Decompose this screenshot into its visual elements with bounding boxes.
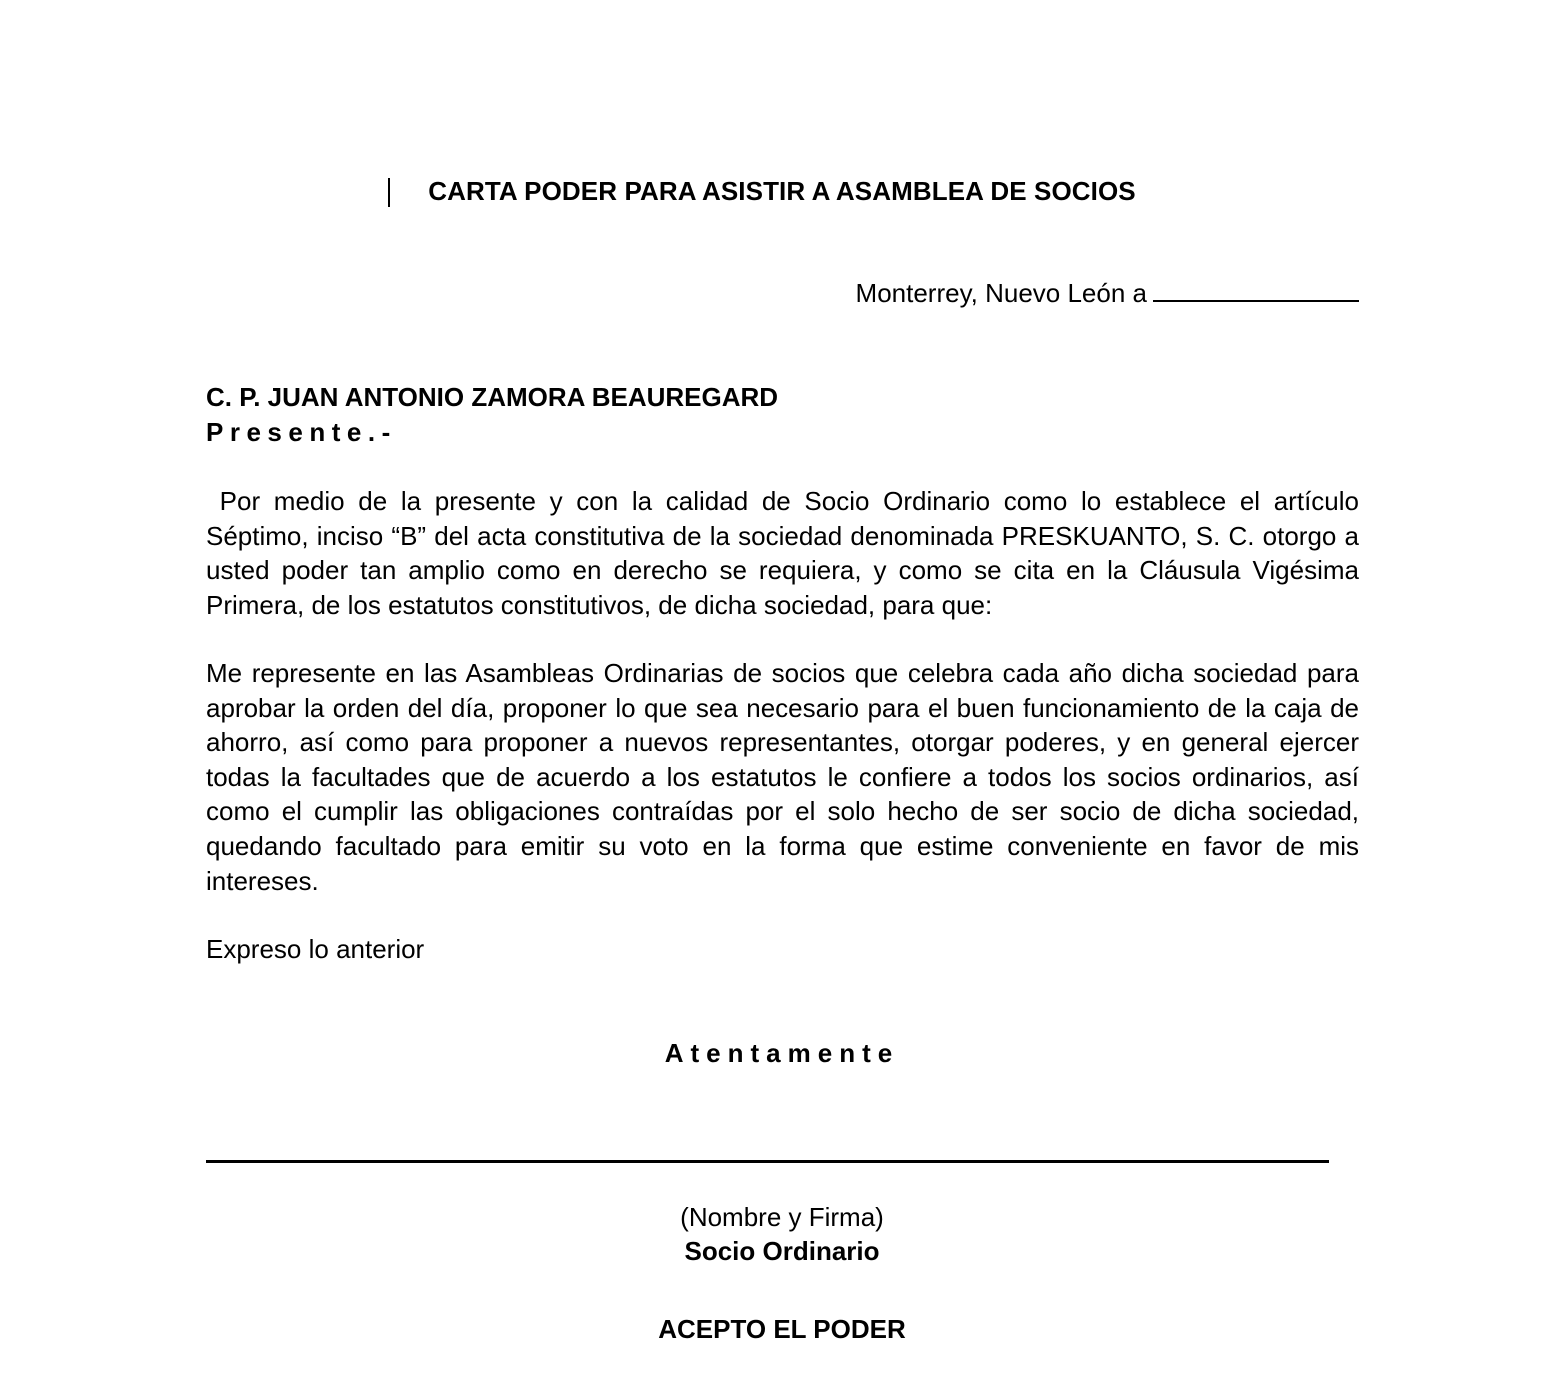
signature-line [206,1160,1329,1163]
place-date-line [856,276,1359,310]
date-blank-field [1153,276,1359,302]
document-title: CARTA PODER PARA ASISTIR A ASAMBLEA DE SOCIOS [428,176,1136,206]
signer-role: Socio Ordinario [684,1236,880,1266]
acceptance-heading: ACEPTO EL PODER [658,1314,906,1344]
body-paragraph-1-text: Por medio de la presente y con la calidad de Socio Ordinario como lo establece el artículo Séptimo, inciso “B” del acta constitutiva de la sociedad denominada PRESKUANTO, S. C. otorgo a usted poder tan amplio como en derecho se requiera, y como se cita en la Cláusula Vigésima Primera, de los estatutos constitutivos, de dicha sociedad, para que: [206,486,1359,620]
presente-salutation: Presente.- [206,417,397,447]
addressee-name: C. P. JUAN ANTONIO ZAMORA BEAUREGARD [206,382,779,412]
closing-atentamente: Atentamente [664,1038,900,1068]
body-paragraph-2: Me represente en las Asambleas Ordinarias de socios que celebra cada año dicha sociedad para aprobar la orden del día, proponer lo que sea necesario para el buen funcionamiento de la caja de ahorro, así como para proponer a nuevos representantes, otorgar poderes, y en general ejercer todas la facultades que de acuerdo a los estatutos le confiere a todos los socios ordinarios, así como el cumplir las obligaciones contraídas por el solo hecho de ser socio de dicha sociedad, quedando facultado para emitir su voto en la forma que estime conveniente en favor de mis intereses. [206,658,1359,896]
body-paragraph-3: Expreso lo anterior [206,934,425,964]
place-date-text: Monterrey, Nuevo León a [855,278,1147,308]
signature-caption: (Nombre y Firma) [680,1202,884,1232]
body-paragraph-1 [206,484,1359,622]
